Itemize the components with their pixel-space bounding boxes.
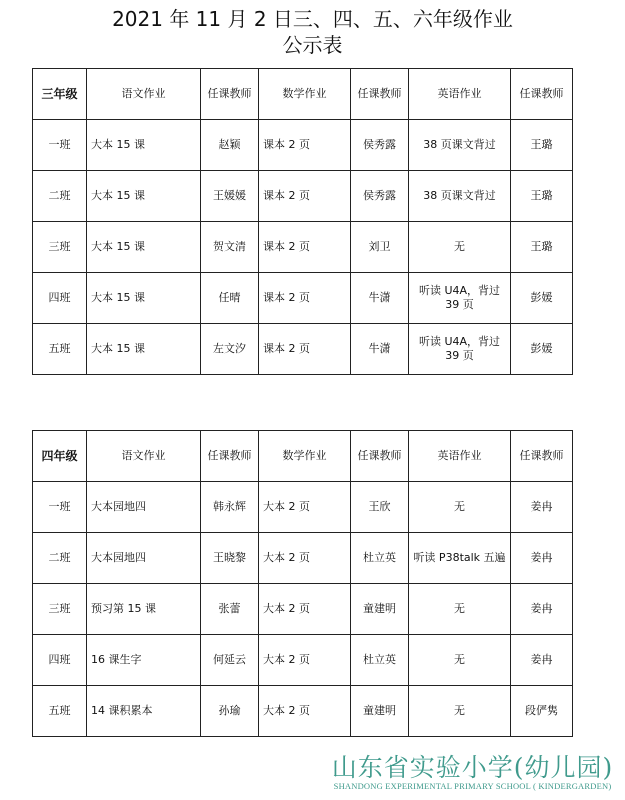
column-header: 英语作业 — [409, 69, 511, 120]
chinese-homework-cell: 大本 15 课 — [87, 324, 201, 375]
page-subtitle: 公示表 — [282, 33, 343, 57]
math-teacher-cell: 牛潇 — [351, 324, 409, 375]
english-teacher-cell: 姜冉 — [511, 482, 573, 533]
math-homework-cell: 大本 2 页 — [259, 686, 351, 737]
math-teacher-cell: 牛潇 — [351, 273, 409, 324]
english-teacher-cell: 段俨隽 — [511, 686, 573, 737]
table-row — [33, 171, 573, 222]
table-row — [33, 273, 573, 324]
chinese-teacher-cell: 任晴 — [201, 273, 259, 324]
math-teacher-cell: 王欣 — [351, 482, 409, 533]
column-header: 数学作业 — [259, 431, 351, 482]
chinese-homework-cell: 大本园地四 — [87, 482, 201, 533]
math-teacher-cell: 童建明 — [351, 584, 409, 635]
table-header-row — [33, 69, 573, 120]
school-logo — [325, 748, 620, 798]
chinese-teacher-cell: 何延云 — [201, 635, 259, 686]
grade-header: 三年级 — [33, 69, 87, 120]
english-homework-cell: 听读 P38talk 五遍 — [409, 533, 511, 584]
chinese-teacher-cell: 贺文清 — [201, 222, 259, 273]
math-teacher-cell: 杜立英 — [351, 635, 409, 686]
math-homework-cell: 课本 2 页 — [259, 222, 351, 273]
table-row — [33, 584, 573, 635]
math-teacher-cell: 童建明 — [351, 686, 409, 737]
class-cell: 四班 — [33, 635, 87, 686]
table-header-row — [33, 431, 573, 482]
english-teacher-cell: 姜冉 — [511, 584, 573, 635]
class-cell: 五班 — [33, 324, 87, 375]
english-teacher-cell: 王璐 — [511, 222, 573, 273]
english-homework-cell: 无 — [409, 635, 511, 686]
math-homework-cell: 课本 2 页 — [259, 120, 351, 171]
english-homework-cell: 听读 U4A，背过 39 页 — [409, 273, 511, 324]
class-cell: 四班 — [33, 273, 87, 324]
math-teacher-cell: 侯秀露 — [351, 171, 409, 222]
table-row — [33, 686, 573, 737]
english-homework-cell: 听读 U4A，背过 39 页 — [409, 324, 511, 375]
math-homework-cell: 大本 2 页 — [259, 584, 351, 635]
column-header: 任课教师 — [201, 431, 259, 482]
column-header: 任课教师 — [351, 69, 409, 120]
english-teacher-cell: 彭媛 — [511, 273, 573, 324]
class-cell: 三班 — [33, 584, 87, 635]
chinese-homework-cell: 大本 15 课 — [87, 273, 201, 324]
math-homework-cell: 大本 2 页 — [259, 635, 351, 686]
grade4-homework-table — [32, 430, 573, 737]
english-teacher-cell: 彭媛 — [511, 324, 573, 375]
chinese-teacher-cell: 王晓黎 — [201, 533, 259, 584]
english-homework-cell: 无 — [409, 584, 511, 635]
table-row — [33, 635, 573, 686]
math-homework-cell: 大本 2 页 — [259, 482, 351, 533]
class-cell: 一班 — [33, 120, 87, 171]
english-homework-cell: 无 — [409, 222, 511, 273]
chinese-homework-cell: 大本 15 课 — [87, 222, 201, 273]
column-header: 语文作业 — [87, 431, 201, 482]
column-header: 任课教师 — [201, 69, 259, 120]
chinese-homework-cell: 大本 15 课 — [87, 171, 201, 222]
math-teacher-cell: 侯秀露 — [351, 120, 409, 171]
table-row — [33, 533, 573, 584]
english-teacher-cell: 王璐 — [511, 120, 573, 171]
english-teacher-cell: 姜冉 — [511, 635, 573, 686]
table-row — [33, 324, 573, 375]
grade-header: 四年级 — [33, 431, 87, 482]
column-header: 语文作业 — [87, 69, 201, 120]
school-name-en: SHANDONG EXPERIMENTAL PRIMARY SCHOOL ( KINDERGARDEN) — [333, 781, 612, 791]
math-homework-cell: 大本 2 页 — [259, 533, 351, 584]
page-title: 2021 年 11 月 2 日三、四、五、六年级作业 — [112, 7, 513, 31]
school-name-cn: 山东省实验小学(幼儿园) — [331, 753, 614, 782]
column-header: 任课教师 — [511, 69, 573, 120]
math-homework-cell: 课本 2 页 — [259, 171, 351, 222]
table-row — [33, 222, 573, 273]
chinese-teacher-cell: 左文汐 — [201, 324, 259, 375]
chinese-homework-cell: 大本 15 课 — [87, 120, 201, 171]
class-cell: 三班 — [33, 222, 87, 273]
column-header: 任课教师 — [511, 431, 573, 482]
english-homework-cell: 38 页课文背过 — [409, 171, 511, 222]
chinese-homework-cell: 14 课积累本 — [87, 686, 201, 737]
grade3-homework-table — [32, 68, 573, 375]
english-homework-cell: 无 — [409, 686, 511, 737]
english-teacher-cell: 王璐 — [511, 171, 573, 222]
chinese-homework-cell: 大本园地四 — [87, 533, 201, 584]
class-cell: 一班 — [33, 482, 87, 533]
chinese-homework-cell: 16 课生字 — [87, 635, 201, 686]
english-teacher-cell: 姜冉 — [511, 533, 573, 584]
math-homework-cell: 课本 2 页 — [259, 273, 351, 324]
table-row — [33, 120, 573, 171]
english-homework-cell: 38 页课文背过 — [409, 120, 511, 171]
column-header: 数学作业 — [259, 69, 351, 120]
chinese-teacher-cell: 韩永辉 — [201, 482, 259, 533]
chinese-teacher-cell: 孙瑜 — [201, 686, 259, 737]
math-teacher-cell: 刘卫 — [351, 222, 409, 273]
chinese-teacher-cell: 王媛媛 — [201, 171, 259, 222]
column-header: 任课教师 — [351, 431, 409, 482]
class-cell: 二班 — [33, 533, 87, 584]
chinese-teacher-cell: 张蕾 — [201, 584, 259, 635]
chinese-teacher-cell: 赵颖 — [201, 120, 259, 171]
class-cell: 二班 — [33, 171, 87, 222]
chinese-homework-cell: 预习第 15 课 — [87, 584, 201, 635]
english-homework-cell: 无 — [409, 482, 511, 533]
math-homework-cell: 课本 2 页 — [259, 324, 351, 375]
class-cell: 五班 — [33, 686, 87, 737]
table-row — [33, 482, 573, 533]
column-header: 英语作业 — [409, 431, 511, 482]
math-teacher-cell: 杜立英 — [351, 533, 409, 584]
